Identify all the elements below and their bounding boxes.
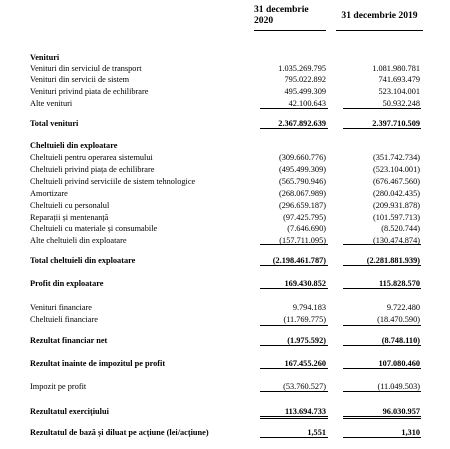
row-label: Cheltuieli financiare bbox=[30, 315, 98, 324]
statement-row bbox=[0, 302, 450, 313]
row-label: Rezultat financiar net bbox=[30, 336, 108, 345]
row-label: Amortizare bbox=[30, 189, 68, 198]
row-label: Cheltuieli cu materiale și consumabile bbox=[30, 224, 158, 233]
row-label: Rezultatul de bază și diluat pe acțiune (lei/acțiune) bbox=[30, 428, 209, 437]
column-rule bbox=[343, 288, 421, 289]
value-2020: (157.711.095) bbox=[279, 236, 326, 245]
row-label: Total venituri bbox=[30, 119, 79, 128]
column-rule bbox=[260, 368, 328, 369]
column-rule bbox=[260, 244, 328, 245]
value-2019: (676.467.560) bbox=[372, 177, 420, 186]
value-2020: (11.769.775) bbox=[283, 315, 326, 324]
column-rule bbox=[260, 108, 328, 109]
column-rule bbox=[343, 437, 421, 438]
value-2019: (209.931.878) bbox=[372, 201, 420, 210]
row-label: Cheltuieli pentru operarea sistemului bbox=[30, 153, 153, 162]
value-2020: 167.455.260 bbox=[284, 359, 326, 368]
value-2019: (351.742.734) bbox=[372, 153, 420, 162]
value-2019: (523.104.001) bbox=[372, 165, 420, 174]
row-label: Profit din exploatare bbox=[30, 279, 104, 288]
column-rule bbox=[260, 437, 328, 438]
value-2020: 9.794.183 bbox=[292, 303, 326, 312]
value-2019: 741.693.479 bbox=[378, 75, 420, 84]
statement-row bbox=[0, 314, 450, 325]
statement-row bbox=[0, 74, 450, 85]
column-rule bbox=[343, 244, 421, 245]
value-2019: 9.722.480 bbox=[386, 303, 420, 312]
statement-row bbox=[0, 86, 450, 97]
row-label: Venituri privind piata de echilibrare bbox=[30, 87, 149, 96]
value-2020: (1.975.592) bbox=[287, 336, 326, 345]
statement-row bbox=[0, 164, 450, 175]
row-label: Cheltuieli din exploatare bbox=[30, 141, 118, 150]
value-2020: 42.100.643 bbox=[288, 99, 326, 108]
statement-row bbox=[0, 152, 450, 163]
value-2020: 495.499.309 bbox=[284, 87, 326, 96]
value-2020: 795.022.892 bbox=[284, 75, 326, 84]
value-2019: (2.281.881.939) bbox=[366, 256, 420, 265]
value-2019: (130.474.874) bbox=[372, 236, 420, 245]
value-2019: (280.042.435) bbox=[372, 189, 420, 198]
row-label: Alte cheltuieli din exploatare bbox=[30, 236, 127, 245]
column-rule bbox=[260, 391, 328, 392]
value-2019: (101.597.713) bbox=[372, 213, 420, 222]
statement-row bbox=[0, 200, 450, 211]
value-2020: 169.430.852 bbox=[284, 279, 326, 288]
statement-row bbox=[0, 63, 450, 74]
column-rule bbox=[343, 368, 421, 369]
value-2020: (53.760.527) bbox=[283, 382, 326, 391]
row-label: Rezultat înainte de impozitul pe profit bbox=[30, 359, 166, 368]
value-2020: 113.694.733 bbox=[284, 407, 326, 416]
value-2019: (8.748.110) bbox=[381, 336, 420, 345]
value-2019: 115.828.570 bbox=[378, 279, 420, 288]
column-rule bbox=[260, 416, 328, 419]
row-label: Venituri din serviciul de transport bbox=[30, 64, 142, 73]
column-rule bbox=[343, 325, 421, 326]
column-rule bbox=[260, 128, 328, 129]
statement-row bbox=[0, 176, 450, 187]
value-2019: (18.470.590) bbox=[377, 315, 420, 324]
row-label: Total cheltuieli din exploatare bbox=[30, 256, 136, 265]
row-label: Reparații și mentenanță bbox=[30, 213, 109, 222]
value-2020: 1,551 bbox=[307, 428, 326, 437]
statement-row bbox=[0, 223, 450, 234]
statement-row bbox=[0, 52, 450, 63]
row-label: Rezultatul exercițiului bbox=[30, 407, 109, 416]
statement-row bbox=[0, 212, 450, 223]
row-label: Venituri din servicii de sistem bbox=[30, 75, 130, 84]
value-2020: (565.790.946) bbox=[278, 177, 326, 186]
value-2019: 50.932.248 bbox=[382, 99, 420, 108]
value-2019: (11.049.503) bbox=[377, 382, 420, 391]
value-2020: (97.425.795) bbox=[283, 213, 326, 222]
row-label: Impozit pe profit bbox=[30, 382, 87, 391]
value-2020: (2.198.461.787) bbox=[272, 256, 326, 265]
row-label: Alte venituri bbox=[30, 99, 73, 108]
column-rule bbox=[260, 325, 328, 326]
row-label: Cheltuieli privind serviciile de sistem tehnologice bbox=[30, 177, 196, 186]
column-rule bbox=[343, 265, 421, 266]
statement-row bbox=[0, 188, 450, 199]
column-rule bbox=[343, 108, 421, 109]
value-2019: 107.080.460 bbox=[378, 359, 420, 368]
value-2020: 1.035.269.795 bbox=[278, 64, 326, 73]
value-2020: (309.660.776) bbox=[278, 153, 326, 162]
value-2019: 523.104.001 bbox=[378, 87, 420, 96]
value-2020: (268.067.989) bbox=[278, 189, 326, 198]
value-2019: 2.397.710.509 bbox=[372, 119, 420, 128]
column-rule bbox=[260, 345, 328, 346]
row-label: Cheltuieli cu personalul bbox=[30, 201, 110, 210]
value-2019: 96.030.957 bbox=[382, 407, 420, 416]
column-rule bbox=[260, 265, 328, 266]
column-header-2019: 31 decembrie 2019 bbox=[336, 0, 423, 31]
value-2020: (7.646.690) bbox=[287, 224, 326, 233]
column-rule bbox=[260, 288, 328, 289]
statement-row bbox=[0, 140, 450, 151]
value-2019: 1.081.980.781 bbox=[372, 64, 420, 73]
column-rule bbox=[343, 128, 421, 129]
value-2020: (296.659.187) bbox=[278, 201, 326, 210]
column-header-2020: 31 decembrie 2020 bbox=[254, 0, 326, 31]
column-rule bbox=[343, 416, 421, 419]
row-label: Venituri financiare bbox=[30, 303, 92, 312]
column-rule bbox=[343, 345, 421, 346]
row-label: Cheltuieli privind piața de echilibrare bbox=[30, 165, 155, 174]
row-label: Venituri bbox=[30, 53, 60, 62]
value-2020: 2.367.892.639 bbox=[278, 119, 326, 128]
value-2019: 1,310 bbox=[401, 428, 420, 437]
value-2020: (495.499.309) bbox=[278, 165, 326, 174]
value-2019: (8.520.744) bbox=[381, 224, 420, 233]
column-rule bbox=[343, 391, 421, 392]
